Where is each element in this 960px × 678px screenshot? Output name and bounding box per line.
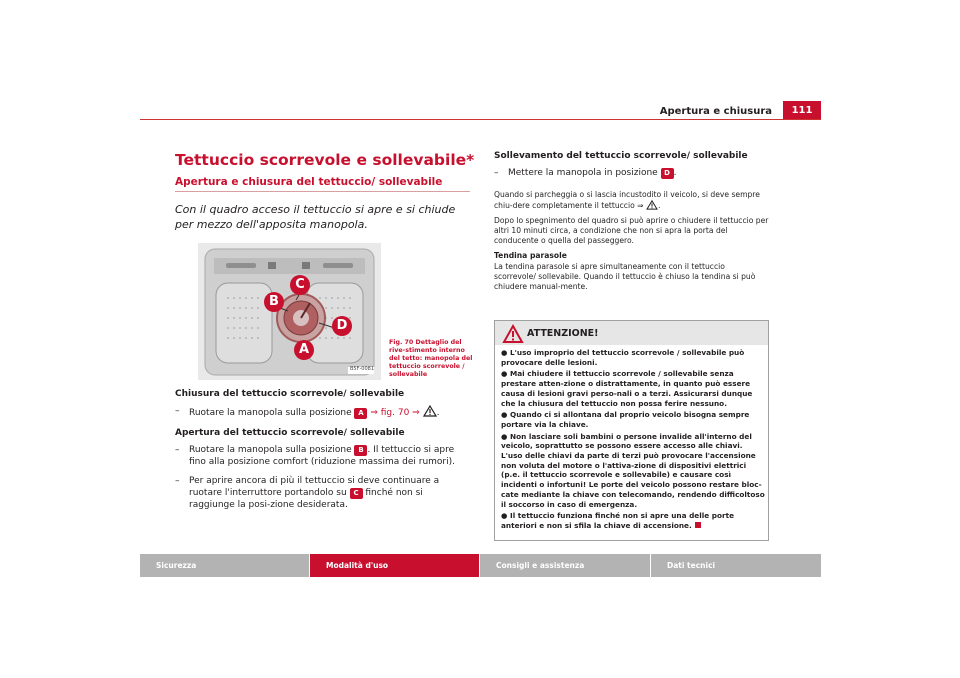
position-badge-d: D — [661, 168, 674, 179]
step-text: Per aprire ancora di più il tettuccio si deve continuare a ruotare l'interruttore portandolo su — [189, 476, 440, 498]
callout-a: A — [294, 340, 314, 360]
step-text-end: finché non si raggiunge la posi-zione desiderata. — [189, 488, 423, 510]
warning-item — [501, 410, 765, 429]
left-column — [175, 150, 475, 511]
bullet: ● — [501, 511, 508, 521]
warning-triangle-icon[interactable] — [646, 200, 661, 210]
footer-tab-label: Consigli e assistenza — [496, 561, 585, 570]
section-title: Tettuccio scorrevole e sollevabile* — [175, 151, 475, 169]
warning-triangle-icon — [501, 322, 525, 346]
after-ignition-paragraph: Dopo lo spegnimento del quadro si può aprire o chiudere il tettuccio per altri 10 minuti circa, a condizione che non si apra la porta del conducente o quella del passeggero. — [494, 216, 769, 245]
position-badge-b: B — [354, 445, 367, 456]
bullet: ● — [501, 369, 508, 379]
header-rule — [140, 119, 821, 120]
footer-tab-label: Modalità d'uso — [326, 561, 389, 570]
paragraph-text-end: . — [657, 201, 661, 210]
position-badge-c: C — [350, 488, 363, 499]
lifting-heading: Sollevamento del tettuccio scorrevole/ sollevabile — [494, 151, 748, 161]
dash-marker: – — [494, 168, 499, 178]
step-text: Mettere la manopola in posizione — [508, 168, 661, 178]
warning-list — [501, 348, 765, 533]
running-header-title: Apertura e chiusura — [659, 106, 772, 117]
warning-item-text: Quando ci si allontana dal proprio veicolo bisogna sempre portare via la chiave. — [501, 410, 750, 429]
step-text-end: . — [436, 408, 440, 418]
warning-triangle-icon[interactable] — [423, 405, 437, 417]
bullet: ● — [501, 348, 508, 357]
footer-tab-label: Dati tecnici — [667, 561, 716, 570]
bullet: ● — [501, 410, 508, 420]
footer-tab-dati-tecnici[interactable] — [651, 554, 821, 577]
parking-paragraph — [494, 190, 769, 211]
footer-tab-sicurezza[interactable] — [140, 554, 309, 577]
right-column — [494, 150, 769, 292]
callout-c: C — [290, 275, 310, 295]
warning-item-text: Il tettuccio funziona finché non si apre una delle porte anteriori e non si sfila la chiave di accensione. — [501, 511, 735, 530]
warning-item — [501, 511, 765, 530]
figure-caption: Fig. 70 Dettaglio del rive-stimento interno del tetto: manopola del tettuccio scorrevole / sollevabile — [389, 339, 473, 378]
roof-panel-illustration — [198, 243, 381, 380]
warning-item-text: Mai chiudere il tettuccio scorrevole / sollevabile senza prestare atten-zione o distrattamente, in quanto può essere causa di lesioni gravi perso-nali o a terzi. Assicurarsi dunque che la chiusura del tettuccio non possa ferire nessuno. — [501, 369, 753, 408]
step-text-end: . Il tettuccio si apre fino alla posizione comfort (riduzione massima dei rumori). — [189, 445, 455, 467]
callout-b: B — [264, 292, 284, 312]
warning-item-text: Non lasciare soli bambini o persone invalide all'interno del veicolo, soprattutto se possono essere accesso alle chiavi. L'uso delle chiavi da parte di terzi può provocare l'accensione non voluta del motore o l'attiva-zione di dispositivi elettrici (p.e. il tettuccio scorrevole e sollevabile) e causare così incidenti o infortuni! Le porte del veicolo possono restare bloc-cate mediante la chiave con telecomando, rendendo difficoltoso il soccorso in caso di emergenza. — [501, 431, 765, 509]
paragraph-text: Quando si parcheggia o si lascia incustodito il veicolo, si deve sempre chiu-dere completamente il tettuccio ⇒ — [494, 190, 760, 210]
dash-marker: – — [175, 476, 180, 486]
sunshade-heading: Tendina parasole — [494, 251, 567, 260]
warning-item — [501, 348, 765, 367]
warning-item-text: L'uso improprio del tettuccio scorrevole / sollevabile può provocare delle lesioni. — [501, 348, 745, 367]
dash-marker: – — [175, 406, 180, 416]
subsection-rule — [175, 191, 470, 192]
section-end-marker — [695, 522, 701, 528]
warning-box-header — [495, 321, 768, 345]
intro-text: Con il quadro acceso il tettuccio si apre e si chiude per mezzo dell'apposita manopola. — [175, 203, 456, 231]
step-text-end: . — [673, 168, 677, 178]
warning-item — [501, 432, 765, 510]
position-badge-a: A — [354, 408, 367, 419]
footer-tab-consigli-assistenza[interactable] — [480, 554, 650, 577]
opening-step-2 — [175, 475, 470, 511]
bullet: ● — [501, 431, 508, 441]
closing-step — [175, 405, 470, 419]
footer-tab-modalita-uso[interactable] — [310, 554, 479, 577]
warning-box — [494, 320, 769, 541]
step-text: Ruotare la manopola sulla posizione — [189, 445, 355, 455]
step-text: Ruotare la manopola sulla posizione — [189, 408, 355, 418]
dash-marker: – — [175, 445, 180, 455]
page-number: 111 — [783, 101, 821, 120]
subsection-title: Apertura e chiusura del tettuccio/ sollevabile — [175, 176, 443, 188]
footer-tab-label: Sicurezza — [156, 561, 197, 570]
opening-heading: Apertura del tettuccio scorrevole/ sollevabile — [175, 428, 405, 438]
warning-item — [501, 369, 765, 408]
callout-d: D — [332, 316, 352, 336]
figure-reference-link[interactable]: ⇒ fig. 70 ⇒ — [367, 408, 423, 418]
warning-title: ATTENZIONE! — [527, 328, 599, 339]
figure-70 — [198, 243, 381, 380]
opening-step-1 — [175, 444, 470, 468]
sunshade-paragraph: La tendina parasole si apre simultaneamente con il tettuccio scorrevole/ sollevabile. Quando il tettuccio è chiuso la tendina si può chiudere manual-mente. — [494, 262, 756, 291]
lifting-step — [494, 167, 769, 179]
figure-row — [175, 243, 473, 380]
figure-code: B5F-0081 — [349, 366, 375, 372]
closing-heading: Chiusura del tettuccio scorrevole/ sollevabile — [175, 389, 405, 399]
